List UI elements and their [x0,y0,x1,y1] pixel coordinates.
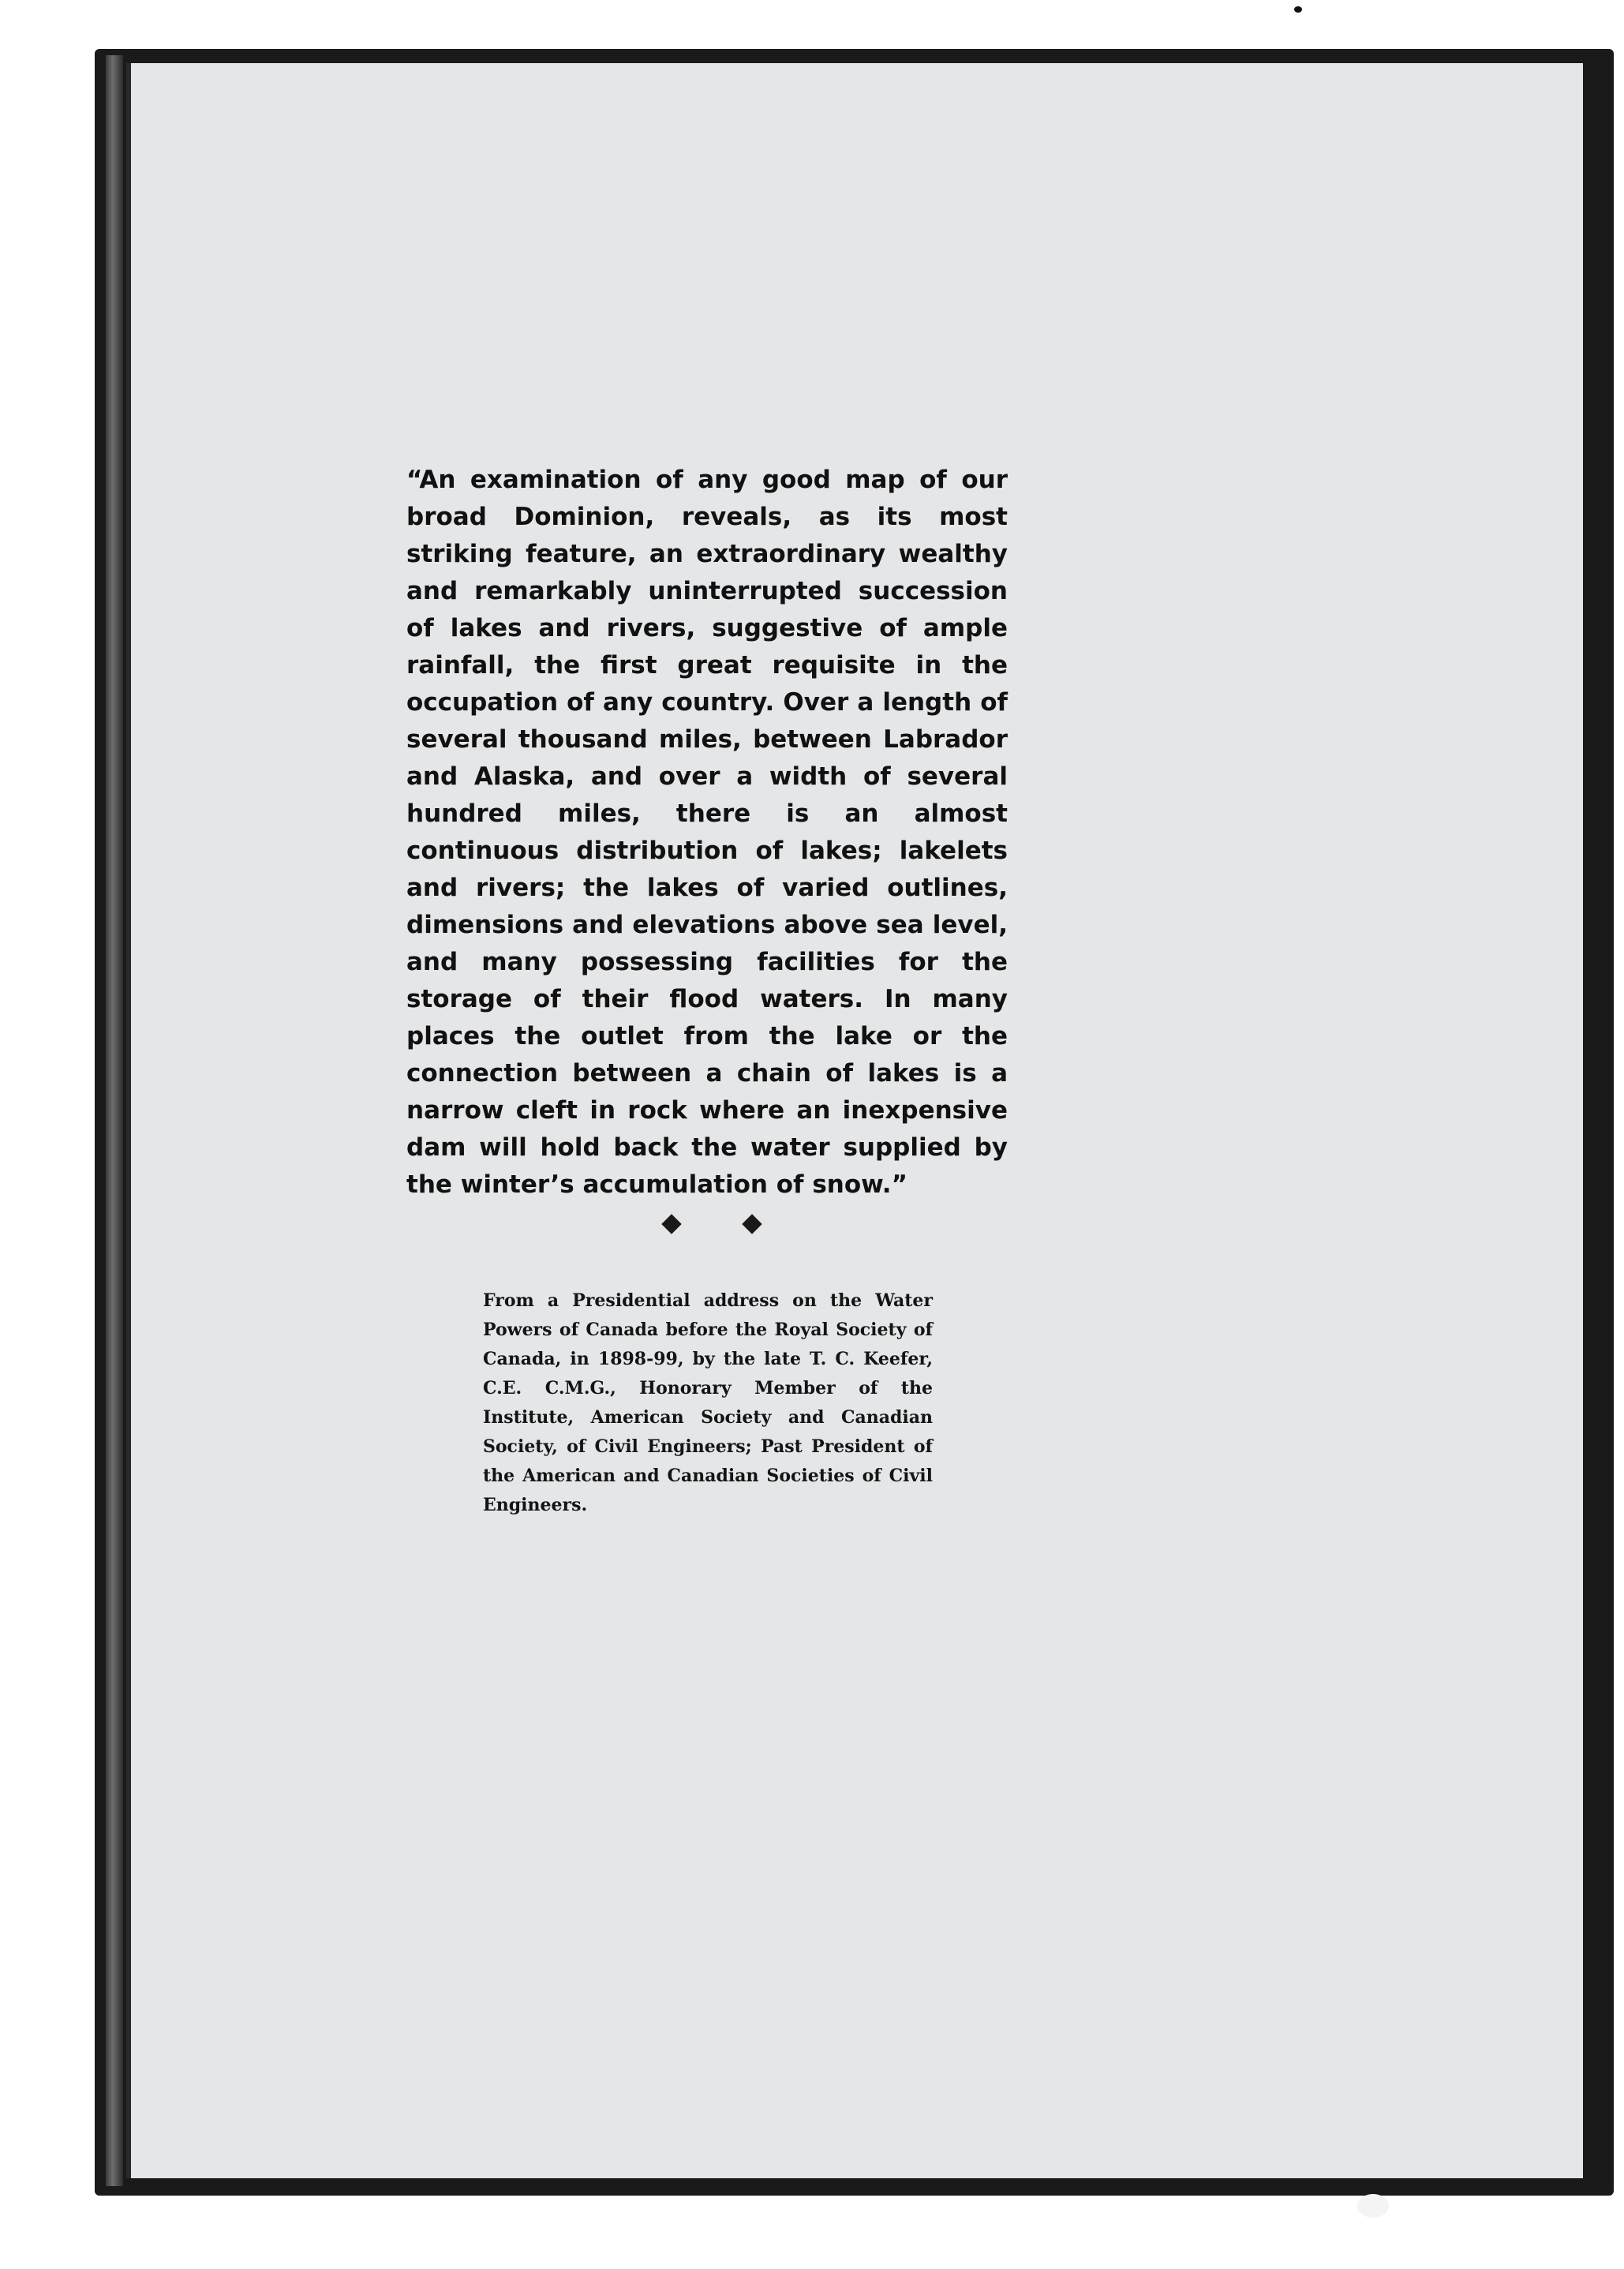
scan-speck [1357,2194,1389,2218]
diamond-ornament-icon [742,1214,761,1234]
section-ornament [664,1212,759,1236]
diamond-ornament-icon [661,1214,681,1234]
quotation-paragraph: “An examination of any good map of our broad Dominion, reveals, as its most striking feature, an extraordinary wealthy and remarkably uninterrupted succession of lakes and rivers, suggestive of ample rainfall, the first great requisite in the occupation of any country. Over a length of several thousand miles, between Labrador and Alaska, and over a width of several hundred miles, there is an almost continuous distribution of lakes; lakelets and rivers; the lakes of varied outlines, dimensions and elevations above sea level, and many possessing facilities for the storage of their flood waters. In many places the outlet from the lake or the connection between a chain of lakes is a narrow cleft in rock where an inexpensive dam will hold back the water supplied by the winter’s accumulation of snow.” [406,466,1008,1199]
scan-speck [1294,6,1302,13]
book-spine [106,55,123,2186]
citation-paragraph: From a Presidential address on the Water Powers of Canada before the Royal Society of Canada, in 1898-99, by the late T. C. Keefer, C.E. C.M.G., Honorary Member of the Institute, American Society and Canadian Society, of Civil Engineers; Past President of the American and Canadian Societies of Civil Engineers. [483,1290,933,1515]
